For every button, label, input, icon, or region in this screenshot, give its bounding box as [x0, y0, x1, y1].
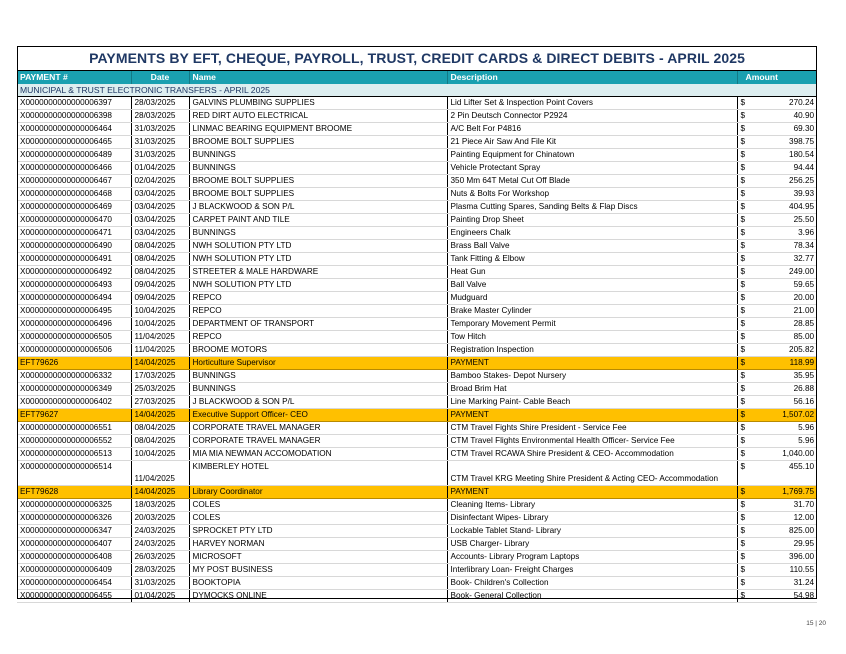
table-row [17, 370, 817, 383]
currency-symbol: $ [737, 461, 753, 486]
payment-date: 25/03/2025 [131, 383, 189, 396]
payee-name: J BLACKWOOD & SON P/L [189, 396, 447, 409]
payment-description: Lockable Tablet Stand- Library [447, 525, 737, 538]
currency-symbol: $ [737, 448, 753, 461]
currency-symbol: $ [737, 357, 753, 370]
table-row [17, 512, 817, 525]
payment-date: 01/04/2025 [131, 590, 189, 603]
payment-amount: 59.65 [753, 279, 817, 292]
payee-name: J BLACKWOOD & SON P/L [189, 201, 447, 214]
payee-name: DEPARTMENT OF TRANSPORT [189, 318, 447, 331]
payment-date: 24/03/2025 [131, 538, 189, 551]
payment-date: 08/04/2025 [131, 422, 189, 435]
payee-name: BUNNINGS [189, 383, 447, 396]
currency-symbol: $ [737, 564, 753, 577]
payment-date: 31/03/2025 [131, 123, 189, 136]
table-row [17, 201, 817, 214]
payee-name: HARVEY NORMAN [189, 538, 447, 551]
payee-name: Library Coordinator [189, 486, 447, 499]
payment-amount: 20.00 [753, 292, 817, 305]
payment-date: 20/03/2025 [131, 512, 189, 525]
payment-date: 03/04/2025 [131, 214, 189, 227]
currency-symbol: $ [737, 214, 753, 227]
payment-date: 09/04/2025 [131, 292, 189, 305]
table-row [17, 253, 817, 266]
payment-description: Mudguard [447, 292, 737, 305]
payee-name: NWH SOLUTION PTY LTD [189, 279, 447, 292]
payment-date: 28/03/2025 [131, 110, 189, 123]
payment-date: 14/04/2025 [131, 486, 189, 499]
payment-number: X0000000000000006464 [17, 123, 131, 136]
payment-description: 21 Piece Air Saw And File Kit [447, 136, 737, 149]
table-row [17, 461, 817, 486]
payment-amount: 3.96 [753, 227, 817, 240]
currency-symbol: $ [737, 227, 753, 240]
payment-date: 17/03/2025 [131, 370, 189, 383]
payment-amount: 455.10 [753, 461, 817, 486]
payment-description: Bamboo Stakes- Depot Nursery [447, 370, 737, 383]
column-header-date: Date [131, 71, 189, 84]
table-row [17, 162, 817, 175]
payment-number: EFT79626 [17, 357, 131, 370]
payment-date: 02/04/2025 [131, 175, 189, 188]
payment-date: 11/04/2025 [131, 461, 189, 486]
currency-symbol: $ [737, 162, 753, 175]
payment-number: X0000000000000006326 [17, 512, 131, 525]
payment-description: CTM Travel Flights Environmental Health Officer- Service Fee [447, 435, 737, 448]
table-row [17, 331, 817, 344]
payment-description: CTM Travel Fights Shire President - Service Fee [447, 422, 737, 435]
table-row [17, 383, 817, 396]
payment-amount: 69.30 [753, 123, 817, 136]
currency-symbol: $ [737, 253, 753, 266]
payment-description: Tank Fitting & Elbow [447, 253, 737, 266]
payment-number: X0000000000000006551 [17, 422, 131, 435]
payment-date: 26/03/2025 [131, 551, 189, 564]
table-row [17, 240, 817, 253]
payment-description: Registration Inspection [447, 344, 737, 357]
table-row [17, 292, 817, 305]
payment-date: 31/03/2025 [131, 577, 189, 590]
section-title: MUNICIPAL & TRUST ELECTRONIC TRANSFERS - APRIL 2025 [17, 84, 817, 97]
payment-description: A/C Belt For P4816 [447, 123, 737, 136]
payment-date: 09/04/2025 [131, 279, 189, 292]
payment-amount: 94.44 [753, 162, 817, 175]
page-number: 15 | 20 [806, 620, 826, 627]
table-row [17, 551, 817, 564]
payment-amount: 110.55 [753, 564, 817, 577]
payment-amount: 205.82 [753, 344, 817, 357]
table-row [17, 435, 817, 448]
payment-number: X0000000000000006467 [17, 175, 131, 188]
payment-number: X0000000000000006455 [17, 590, 131, 603]
payment-date: 31/03/2025 [131, 136, 189, 149]
currency-symbol: $ [737, 525, 753, 538]
currency-symbol: $ [737, 409, 753, 422]
payment-description: PAYMENT [447, 486, 737, 499]
currency-symbol: $ [737, 149, 753, 162]
currency-symbol: $ [737, 305, 753, 318]
payment-description: Brass Ball Valve [447, 240, 737, 253]
payee-name: BUNNINGS [189, 227, 447, 240]
table-row [17, 279, 817, 292]
payment-amount: 396.00 [753, 551, 817, 564]
payment-description: Vehicle Protectant Spray [447, 162, 737, 175]
table-row [17, 344, 817, 357]
payment-number: X0000000000000006398 [17, 110, 131, 123]
table-row [17, 448, 817, 461]
payment-amount: 1,769.75 [753, 486, 817, 499]
payment-number: X0000000000000006409 [17, 564, 131, 577]
payment-number: X0000000000000006492 [17, 266, 131, 279]
payment-amount: 21.00 [753, 305, 817, 318]
payment-amount: 26.88 [753, 383, 817, 396]
payment-amount: 1,507.02 [753, 409, 817, 422]
payment-date: 10/04/2025 [131, 318, 189, 331]
payment-number: X0000000000000006408 [17, 551, 131, 564]
payee-name: BUNNINGS [189, 149, 447, 162]
payment-date: 11/04/2025 [131, 331, 189, 344]
payee-name: REPCO [189, 305, 447, 318]
table-row [17, 149, 817, 162]
payment-description: CTM Travel KRG Meeting Shire President & Acting CEO- Accommodation [447, 461, 737, 486]
payee-name: CARPET PAINT AND TILE [189, 214, 447, 227]
payment-number: X0000000000000006552 [17, 435, 131, 448]
payment-amount: 40.90 [753, 110, 817, 123]
payment-description: Accounts- Library Program Laptops [447, 551, 737, 564]
table-row [17, 577, 817, 590]
currency-symbol: $ [737, 136, 753, 149]
payment-amount: 28.85 [753, 318, 817, 331]
column-header-description: Description [447, 71, 737, 84]
currency-symbol: $ [737, 422, 753, 435]
payments-table [17, 46, 817, 603]
payment-amount: 249.00 [753, 266, 817, 279]
payee-name: BROOME BOLT SUPPLIES [189, 175, 447, 188]
payee-name: REPCO [189, 331, 447, 344]
payment-amount: 398.75 [753, 136, 817, 149]
payment-description: Heat Gun [447, 266, 737, 279]
payment-date: 10/04/2025 [131, 448, 189, 461]
currency-symbol: $ [737, 499, 753, 512]
payment-date: 24/03/2025 [131, 525, 189, 538]
payee-name: BROOME BOLT SUPPLIES [189, 188, 447, 201]
eft-payment-row [17, 409, 817, 422]
column-header-payment: PAYMENT # [17, 71, 131, 84]
payment-date: 03/04/2025 [131, 201, 189, 214]
payment-number: X0000000000000006489 [17, 149, 131, 162]
payee-name: MY POST BUSINESS [189, 564, 447, 577]
payment-number: X0000000000000006397 [17, 97, 131, 110]
payment-amount: 29.95 [753, 538, 817, 551]
payment-description: Disinfectant Wipes- Library [447, 512, 737, 525]
column-header-amount: Amount [737, 71, 817, 84]
payment-amount: 825.00 [753, 525, 817, 538]
payment-amount: 270.24 [753, 97, 817, 110]
payment-date: 01/04/2025 [131, 162, 189, 175]
payment-amount: 256.25 [753, 175, 817, 188]
currency-symbol: $ [737, 201, 753, 214]
currency-symbol: $ [737, 97, 753, 110]
report-title: PAYMENTS BY EFT, CHEQUE, PAYROLL, TRUST, CREDIT CARDS & DIRECT DEBITS - APRIL 2025 [17, 46, 817, 71]
currency-symbol: $ [737, 279, 753, 292]
payment-description: Interlibrary Loan- Freight Charges [447, 564, 737, 577]
payment-amount: 31.70 [753, 499, 817, 512]
payment-date: 08/04/2025 [131, 266, 189, 279]
payment-amount: 32.77 [753, 253, 817, 266]
payment-number: X0000000000000006506 [17, 344, 131, 357]
table-row [17, 305, 817, 318]
table-row [17, 136, 817, 149]
payment-date: 08/04/2025 [131, 253, 189, 266]
payment-description: Painting Equipment for Chinatown [447, 149, 737, 162]
payee-name: CORPORATE TRAVEL MANAGER [189, 422, 447, 435]
payee-name: NWH SOLUTION PTY LTD [189, 240, 447, 253]
eft-payment-row [17, 357, 817, 370]
payment-description: Book- General Collection [447, 590, 737, 603]
payment-number: X0000000000000006407 [17, 538, 131, 551]
payee-name: BROOME BOLT SUPPLIES [189, 136, 447, 149]
table-row [17, 499, 817, 512]
payment-amount: 404.95 [753, 201, 817, 214]
payment-date: 08/04/2025 [131, 240, 189, 253]
payment-number: X0000000000000006491 [17, 253, 131, 266]
payment-date: 03/04/2025 [131, 188, 189, 201]
table-row [17, 123, 817, 136]
table-row [17, 538, 817, 551]
currency-symbol: $ [737, 396, 753, 409]
payment-number: X0000000000000006514 [17, 461, 131, 486]
currency-symbol: $ [737, 486, 753, 499]
payee-name: SPROCKET PTY LTD [189, 525, 447, 538]
payment-date: 03/04/2025 [131, 227, 189, 240]
payment-amount: 31.24 [753, 577, 817, 590]
payment-amount: 5.96 [753, 435, 817, 448]
currency-symbol: $ [737, 188, 753, 201]
payment-number: X0000000000000006347 [17, 525, 131, 538]
payment-date: 18/03/2025 [131, 499, 189, 512]
table-row [17, 214, 817, 227]
payment-amount: 180.54 [753, 149, 817, 162]
payment-number: EFT79628 [17, 486, 131, 499]
payment-number: EFT79627 [17, 409, 131, 422]
table-row [17, 396, 817, 409]
payment-date: 28/03/2025 [131, 564, 189, 577]
payment-number: X0000000000000006465 [17, 136, 131, 149]
payment-number: X0000000000000006493 [17, 279, 131, 292]
payment-date: 10/04/2025 [131, 305, 189, 318]
currency-symbol: $ [737, 331, 753, 344]
payment-amount: 54.98 [753, 590, 817, 603]
table-row [17, 175, 817, 188]
payment-number: X0000000000000006513 [17, 448, 131, 461]
currency-symbol: $ [737, 175, 753, 188]
payment-number: X0000000000000006470 [17, 214, 131, 227]
payment-description: Nuts & Bolts For Workshop [447, 188, 737, 201]
payee-name: RED DIRT AUTO ELECTRICAL [189, 110, 447, 123]
table-row [17, 266, 817, 279]
table-row [17, 110, 817, 123]
currency-symbol: $ [737, 383, 753, 396]
payment-description: 350 Mm 64T Metal Cut Off Blade [447, 175, 737, 188]
payment-amount: 1,040.00 [753, 448, 817, 461]
payee-name: BUNNINGS [189, 162, 447, 175]
payment-amount: 39.93 [753, 188, 817, 201]
payment-number: X0000000000000006471 [17, 227, 131, 240]
payment-number: X0000000000000006454 [17, 577, 131, 590]
payment-date: 28/03/2025 [131, 97, 189, 110]
payee-name: GALVINS PLUMBING SUPPLIES [189, 97, 447, 110]
payment-date: 11/04/2025 [131, 344, 189, 357]
payee-name: MIA MIA NEWMAN ACCOMODATION [189, 448, 447, 461]
payment-description: Temporary Movement Permit [447, 318, 737, 331]
payment-number: X0000000000000006349 [17, 383, 131, 396]
payment-amount: 12.00 [753, 512, 817, 525]
payee-name: MICROSOFT [189, 551, 447, 564]
currency-symbol: $ [737, 266, 753, 279]
payee-name: DYMOCKS ONLINE [189, 590, 447, 603]
payment-description: PAYMENT [447, 357, 737, 370]
payment-amount: 35.95 [753, 370, 817, 383]
section-row [17, 84, 817, 97]
payee-name: BROOME MOTORS [189, 344, 447, 357]
currency-symbol: $ [737, 240, 753, 253]
payee-name: KIMBERLEY HOTEL [189, 461, 447, 486]
currency-symbol: $ [737, 435, 753, 448]
table-row [17, 97, 817, 110]
payee-name: NWH SOLUTION PTY LTD [189, 253, 447, 266]
payment-date: 08/04/2025 [131, 435, 189, 448]
payment-number: X0000000000000006332 [17, 370, 131, 383]
table-row [17, 227, 817, 240]
table-row [17, 318, 817, 331]
payment-description: Engineers Chalk [447, 227, 737, 240]
currency-symbol: $ [737, 344, 753, 357]
payment-amount: 56.16 [753, 396, 817, 409]
column-header-row [17, 71, 817, 84]
payment-amount: 85.00 [753, 331, 817, 344]
payment-description: CTM Travel RCAWA Shire President & CEO- Accommodation [447, 448, 737, 461]
payment-date: 27/03/2025 [131, 396, 189, 409]
currency-symbol: $ [737, 292, 753, 305]
currency-symbol: $ [737, 577, 753, 590]
payment-number: X0000000000000006402 [17, 396, 131, 409]
payee-name: REPCO [189, 292, 447, 305]
payee-name: CORPORATE TRAVEL MANAGER [189, 435, 447, 448]
payment-amount: 78.34 [753, 240, 817, 253]
payment-description: Line Marking Paint- Cable Beach [447, 396, 737, 409]
payment-date: 14/04/2025 [131, 409, 189, 422]
payee-name: STREETER & MALE HARDWARE [189, 266, 447, 279]
payee-name: COLES [189, 499, 447, 512]
payment-number: X0000000000000006496 [17, 318, 131, 331]
table-row [17, 590, 817, 603]
payment-amount: 118.99 [753, 357, 817, 370]
table-row [17, 422, 817, 435]
column-header-name: Name [189, 71, 447, 84]
payment-number: X0000000000000006468 [17, 188, 131, 201]
payment-number: X0000000000000006494 [17, 292, 131, 305]
payment-description: Cleaning Items- Library [447, 499, 737, 512]
payment-description: USB Charger- Library [447, 538, 737, 551]
payments-report [17, 46, 817, 603]
payment-date: 14/04/2025 [131, 357, 189, 370]
payment-date: 31/03/2025 [131, 149, 189, 162]
payment-description: Ball Valve [447, 279, 737, 292]
payee-name: LINMAC BEARING EQUIPMENT BROOME [189, 123, 447, 136]
table-row [17, 564, 817, 577]
payment-description: Plasma Cutting Spares, Sanding Belts & Flap Discs [447, 201, 737, 214]
payment-number: X0000000000000006469 [17, 201, 131, 214]
payee-name: Horticulture Supervisor [189, 357, 447, 370]
payment-description: Tow Hitch [447, 331, 737, 344]
payment-number: X0000000000000006505 [17, 331, 131, 344]
payee-name: Executive Support Officer- CEO [189, 409, 447, 422]
payment-description: Painting Drop Sheet [447, 214, 737, 227]
currency-symbol: $ [737, 318, 753, 331]
payee-name: BOOKTOPIA [189, 577, 447, 590]
currency-symbol: $ [737, 512, 753, 525]
currency-symbol: $ [737, 590, 753, 603]
payment-number: X0000000000000006490 [17, 240, 131, 253]
payment-amount: 5.96 [753, 422, 817, 435]
table-row [17, 188, 817, 201]
payment-amount: 25.50 [753, 214, 817, 227]
payment-number: X0000000000000006325 [17, 499, 131, 512]
currency-symbol: $ [737, 110, 753, 123]
currency-symbol: $ [737, 123, 753, 136]
payee-name: BUNNINGS [189, 370, 447, 383]
payment-description: Brake Master Cylinder [447, 305, 737, 318]
payment-description: 2 Pin Deutsch Connector P2924 [447, 110, 737, 123]
currency-symbol: $ [737, 538, 753, 551]
payment-description: Lid Lifter Set & Inspection Point Covers [447, 97, 737, 110]
payment-description: Book- Children's Collection [447, 577, 737, 590]
currency-symbol: $ [737, 551, 753, 564]
currency-symbol: $ [737, 370, 753, 383]
payment-number: X0000000000000006466 [17, 162, 131, 175]
payment-description: Broad Brim Hat [447, 383, 737, 396]
payment-description: PAYMENT [447, 409, 737, 422]
payee-name: COLES [189, 512, 447, 525]
table-row [17, 525, 817, 538]
eft-payment-row [17, 486, 817, 499]
payment-number: X0000000000000006495 [17, 305, 131, 318]
